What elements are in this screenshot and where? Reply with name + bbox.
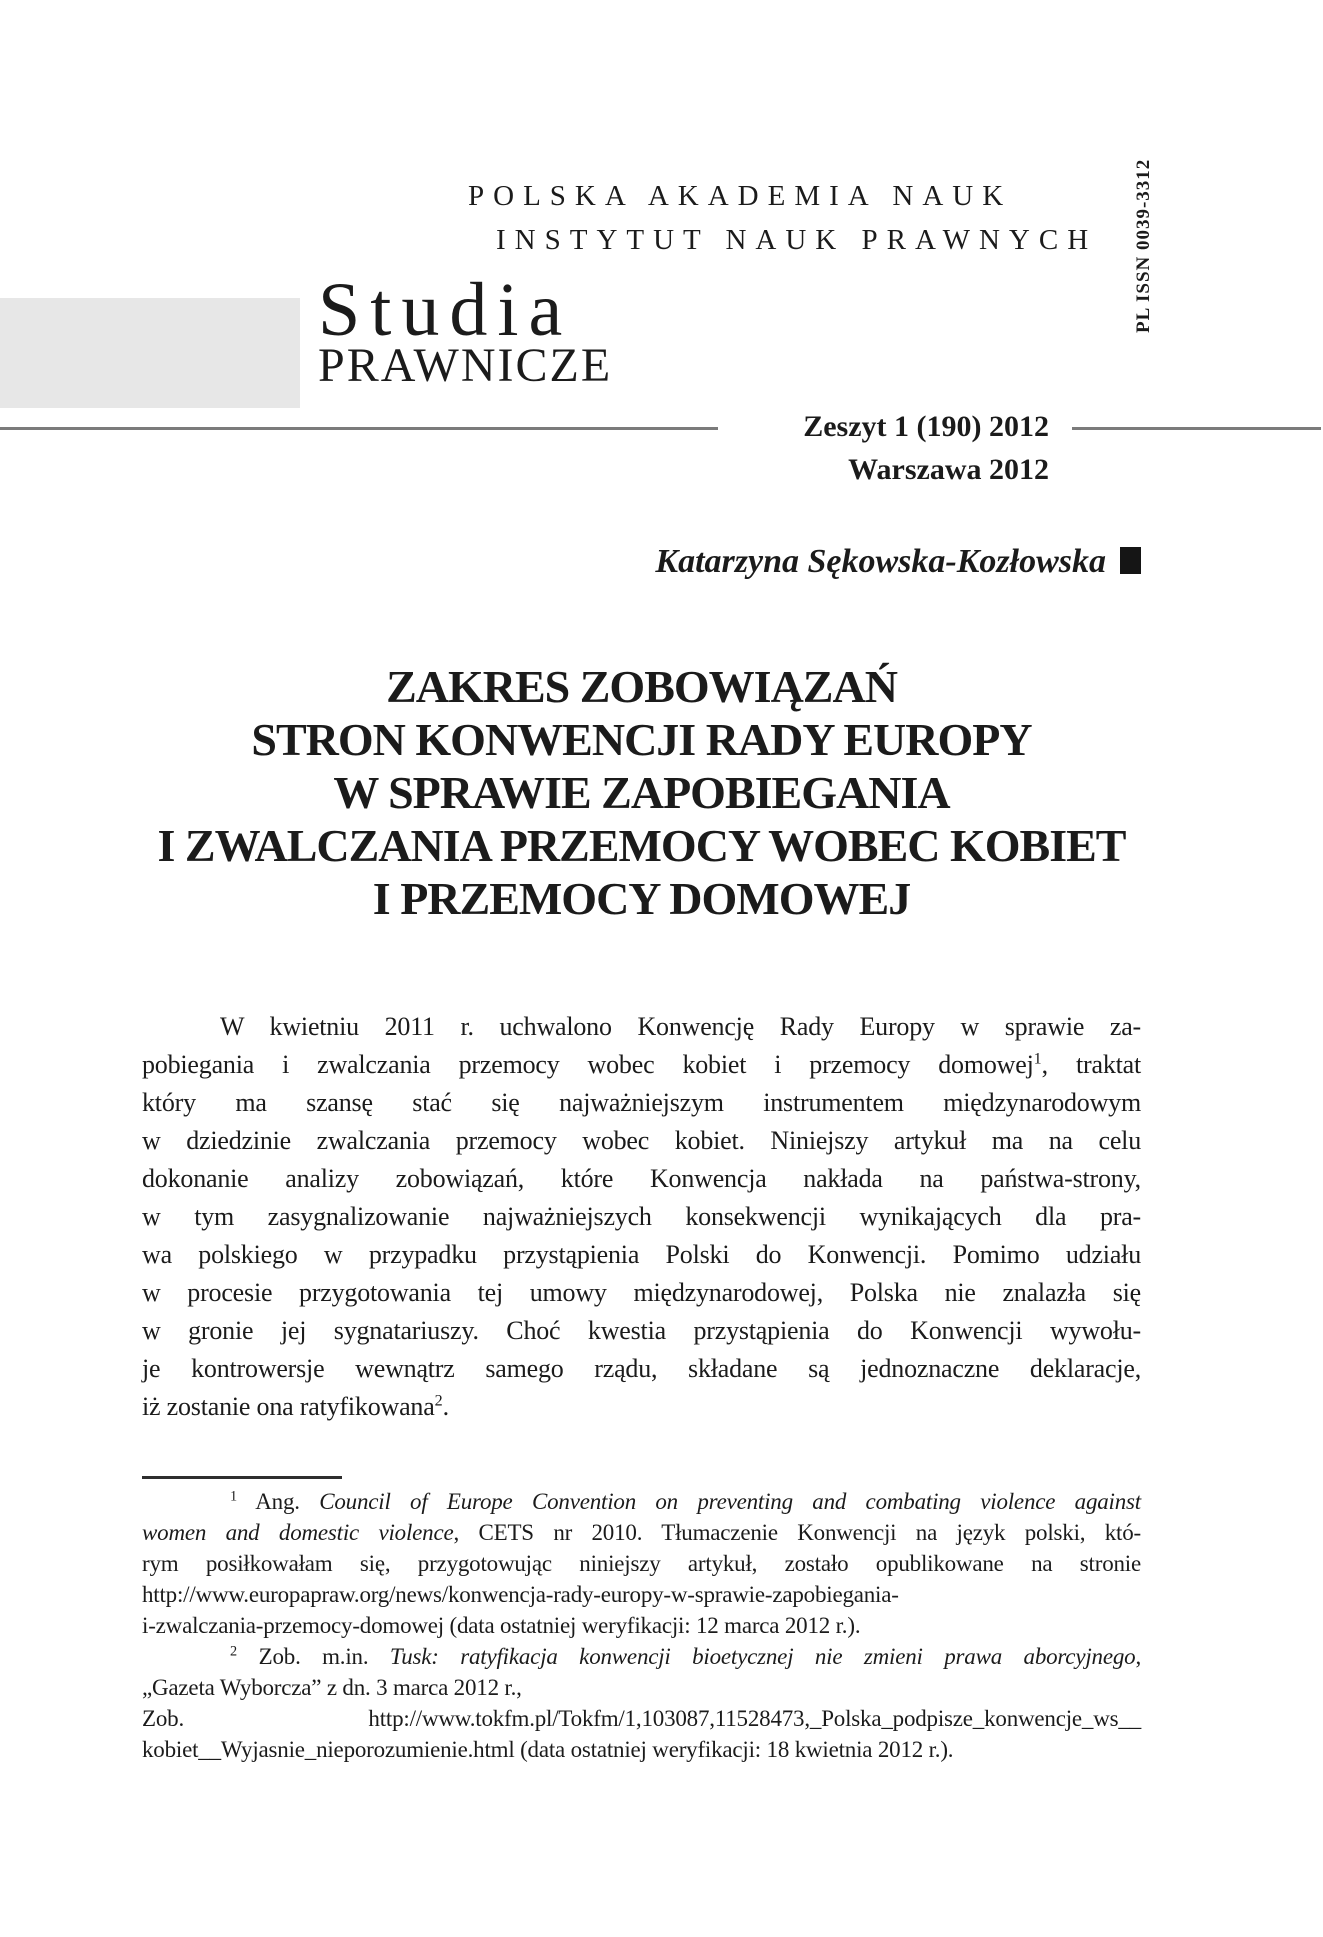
- journal-title: Studia: [318, 268, 573, 352]
- footnote-separator: [142, 1476, 342, 1479]
- text-segment: i-zwalczania-przemocy-domowej (data ostatniej weryfikacji: 12 marca 2012 r.).: [142, 1613, 861, 1638]
- footnote-text-line: [142, 1579, 1141, 1610]
- superscript-marker: 1: [230, 1488, 238, 1505]
- footnotes: [142, 1486, 1141, 1765]
- text-segment: który ma szansę stać się najważniejszym instrumentem międzynarodowym: [142, 1088, 1141, 1117]
- text-segment: Zob. m.in.: [237, 1644, 390, 1669]
- article-title-line: ZAKRES ZOBOWIĄZAŃ: [386, 661, 897, 712]
- footnote-text-line: [142, 1672, 1141, 1703]
- footnote-text-line: [142, 1548, 1141, 1579]
- body-text-line: [142, 1122, 1141, 1160]
- body-text-line: [142, 1274, 1141, 1312]
- body-text-line: [142, 1046, 1141, 1084]
- text-segment: dokonanie analizy zobowiązań, które Konwencja nakłada na państwa-strony,: [142, 1164, 1141, 1193]
- text-segment: pobiegania i zwalczania przemocy wobec kobiet i przemocy domowej: [142, 1050, 1034, 1079]
- text-segment: rym posiłkowałam się, przygotowując niniejszy artykuł, zostało opublikowane na stronie: [142, 1551, 1141, 1576]
- article-title-line: STRON KONWENCJI RADY EUROPY: [251, 714, 1032, 765]
- italic-text: Tusk: ratyfikacja konwencji bioetycznej nie zmieni prawa aborcyjnego: [389, 1644, 1136, 1669]
- text-segment: , traktat: [1041, 1050, 1142, 1079]
- body-text-line: [142, 1350, 1141, 1388]
- text-segment: w gronie jej sygnatariuszy. Choć kwestia przystąpienia do Konwencji wywołu-: [142, 1316, 1141, 1345]
- body-text-line: [142, 1312, 1141, 1350]
- body-text-line: [142, 1008, 1141, 1046]
- text-segment: wa polskiego w przypadku przystąpienia Polski do Konwencji. Pomimo udziału: [142, 1240, 1141, 1269]
- text-segment: , CETS nr 2010. Tłumaczenie Konwencji na język polski, któ-: [453, 1520, 1141, 1545]
- text-segment: je kontrowersje wewnątrz samego rządu, składane są jednoznaczne deklaracje,: [142, 1354, 1141, 1383]
- text-segment: w tym zasygnalizowanie najważniejszych konsekwencji wynikających dla pra-: [142, 1202, 1141, 1231]
- superscript-marker: 1: [1033, 1050, 1042, 1068]
- footnote-text-line: [142, 1734, 1141, 1765]
- text-segment: w dziedzinie zwalczania przemocy wobec kobiet. Niniejszy artykuł ma na celu: [142, 1126, 1141, 1155]
- body-text-line: [142, 1236, 1141, 1274]
- article-title: [142, 660, 1141, 925]
- footnote-text-line: [142, 1517, 1141, 1548]
- text-segment: Ang.: [237, 1489, 320, 1514]
- text-segment: ,: [1135, 1644, 1141, 1669]
- superscript-marker: 2: [434, 1392, 443, 1410]
- footnote-text-line: [142, 1610, 1141, 1641]
- cover-gray-block: [0, 298, 300, 408]
- italic-text: women and domestic violence: [142, 1520, 454, 1545]
- institute-name: INSTYTUT NAUK PRAWNYCH: [496, 224, 1098, 256]
- text-segment: „Gazeta Wyborcza” z dn. 3 marca 2012 r.,: [142, 1675, 522, 1700]
- text-segment: W kwietniu 2011 r. uchwalono Konwencję Rady Europy w sprawie za-: [220, 1012, 1141, 1041]
- author-name: Katarzyna Sękowska-Kozłowska: [655, 543, 1106, 580]
- journal-subtitle: PRAWNICZE: [318, 339, 613, 392]
- article-title-line: W SPRAWIE ZAPOBIEGANIA: [333, 767, 950, 818]
- article-body: [142, 1008, 1141, 1426]
- text-segment: Zob. http://www.tokfm.pl/Tokfm/1,103087,11528473,_Polska_podpisze_konwencje_ws__: [142, 1706, 1141, 1731]
- footnote-text-line: [142, 1486, 1141, 1517]
- text-segment: w procesie przygotowania tej umowy międzynarodowej, Polska nie znalazła się: [142, 1278, 1141, 1307]
- issue-number: Zeszyt 1 (190) 2012: [803, 410, 1049, 443]
- text-segment: .: [442, 1392, 449, 1421]
- italic-text: Council of Europe Convention on preventing and combating violence against: [319, 1489, 1141, 1514]
- author-marker-square: [1120, 547, 1141, 574]
- superscript-marker: 2: [230, 1643, 238, 1660]
- article-title-line: I PRZEMOCY DOMOWEJ: [372, 873, 911, 924]
- text-segment: http://www.europapraw.org/news/konwencja-rady-europy-w-sprawie-zapobiegania-: [142, 1582, 899, 1607]
- publication-place-year: Warszawa 2012: [848, 453, 1049, 486]
- body-text-line: [142, 1084, 1141, 1122]
- article-title-line: I ZWALCZANIA PRZEMOCY WOBEC KOBIET: [157, 820, 1126, 871]
- text-segment: kobiet__Wyjasnie_nieporozumienie.html (data ostatniej weryfikacji: 18 kwietnia 2012 r.).: [142, 1737, 954, 1762]
- body-text-line: [142, 1198, 1141, 1236]
- text-segment: iż zostanie ona ratyfikowana: [142, 1392, 435, 1421]
- author-row: [142, 543, 1141, 581]
- publisher-name: POLSKA AKADEMIA NAUK: [468, 180, 1013, 212]
- body-text-line: [142, 1160, 1141, 1198]
- footnote-text-line: [142, 1703, 1141, 1734]
- issue-rule-right: [1072, 427, 1321, 430]
- issn-vertical-label: PL ISSN 0039-3312: [1133, 158, 1154, 333]
- footnote-text-line: [142, 1641, 1141, 1672]
- body-text-line: [142, 1388, 1141, 1426]
